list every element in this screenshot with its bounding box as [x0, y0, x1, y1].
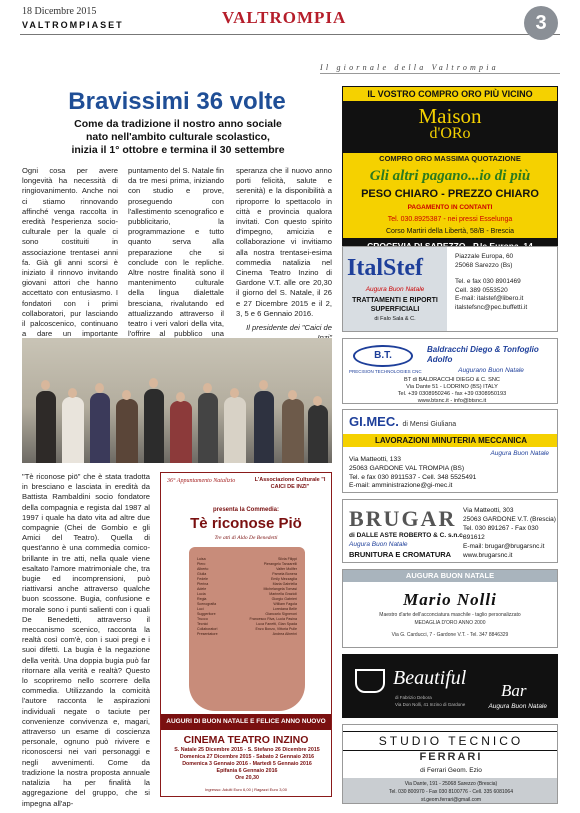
ad-contact [455, 253, 555, 312]
ad-contact-line: E-mail: italstef@libero.it [455, 295, 524, 302]
bar-logo: Bar [501, 681, 527, 700]
ad-award: MEDAGLIA D'ORO ANNO 2000 [414, 620, 486, 626]
subheadline-line: inizia il 1° ottobre e termina il 30 settembre [71, 144, 285, 156]
ad-slogan: Gli altri pagano...io di più [343, 165, 557, 187]
italstef-logo-box [343, 247, 447, 332]
ad-company-sub: di Falo Sala & C. [374, 316, 416, 322]
ad-greeting-band: AUGURA BUON NATALE [343, 570, 557, 582]
ad-contact-line: E-mail: amministrazione@gi-mec.it [349, 482, 453, 490]
ferrari-logo: FERRARI [419, 751, 483, 763]
photo-figure-head [41, 380, 50, 390]
ad-contact-line: E-mail: brugar@brugarsnc.it [463, 543, 545, 550]
theatre-group-photo [22, 338, 332, 463]
ad-contact-line: italstefsnc@pec.buffetti.it [455, 303, 528, 311]
poster-author: Tre atti di Aldo De Benedetti [214, 535, 278, 541]
page-number-badge: 3 [524, 6, 558, 40]
cast-actor: Marinella Grazioli [269, 592, 297, 596]
studio-heading: STUDIO TECNICO [343, 731, 558, 751]
cast-actor: Valter Mollfer [276, 567, 297, 571]
ad-studio-ferrari [342, 724, 558, 804]
poster-venue: CINEMA TEATRO INZINO [183, 734, 309, 746]
cast-role: Alberto [197, 567, 209, 571]
ad-contact [349, 456, 553, 491]
cast-actor: Maria Gabriella [272, 582, 297, 586]
photo-figure [90, 393, 110, 463]
ad-phone: Tel. 030.8925387 - nei pressi Esselunga [343, 214, 557, 226]
maison-doro-logo [343, 101, 557, 153]
article-column-3 [236, 166, 332, 358]
poster-ticket-prices: Ingresso: Adulti Euro 6,00 | Ragazzi Euro 3,00 [205, 787, 287, 792]
ad-greeting: Augura Buon Natale [349, 541, 408, 548]
ad-address: Corso Martiri della Libertà, 58/B - Brescia [343, 226, 557, 238]
ad-greeting: Augura Buon Natale [488, 703, 547, 710]
cast-actor: Emily Mezzaglia [271, 577, 297, 581]
poster-date-line: S. Natale 25 Dicembre 2015 - S. Stefano 26 Dicembre 2015 [174, 747, 320, 753]
cast-role: Adele [197, 587, 207, 591]
photo-figure-head [313, 396, 322, 406]
cast-role: Pierina [197, 582, 209, 586]
poster-presents: presenta la Commedia: [212, 507, 280, 513]
poster-dates [163, 747, 331, 782]
cast-actor: Silvia Filippi [278, 557, 297, 561]
ad-contact-line: 25063 GARDONE V.T. (Brescia) [463, 516, 556, 523]
poster-play-title: Tè riconose Piö [190, 515, 302, 532]
cast-actor: Andrea Alberini [272, 632, 297, 636]
ad-contact-line: www.btsnc.it - info@btsnc.it [417, 398, 487, 404]
ad-italstef [342, 246, 558, 332]
cast-role: Luisa [197, 557, 206, 561]
cast-actor: Michelangela Tomasi [263, 587, 297, 591]
cast-role: Regia [197, 597, 207, 601]
ad-contact-line: Tel. 030 800970 - Fax 030 8100776 - Cell. 335 6081064 [389, 789, 513, 795]
article [22, 80, 332, 808]
ad-cash-line: PAGAMENTO IN CONTANTI [343, 202, 557, 214]
photo-figure-head [149, 378, 158, 388]
ad-address: Via Don Nolli, 41 Inzino di Gardone [395, 702, 466, 707]
article-column-lower: "Tè riconose piö" che è stata tradotta in bresciano e lasciata in eredità da Battista Rambaldini socio fondatore della compagnia e regista dal 1987 al 1997 i quale ha dato vita ad altre due compagnie (Chei de Gombio e gli Amici del Teatro). Quella di quest'anno è una commedia comico-brillante in tre atti, nella quale viene esaltato l'amore matrimoniale che, tra bugie ed incomprensioni, può riattivarsi anche attraverso qualche buon scossone. Bugia, confusione e morale sono i punti salienti con i quali De Benedetti, attraverso il meccanismo scenico, racconta la realtà così com'è, con i suoi pregi e i suoi difetti. La bugia è la negazione della verità. Una doppia bugia può far ritornare alla verità e realtà? Questo lo scopriremo nello scorrere della commedia. Utilizzando la comicità l'autore racconta le aspirazioni individuali negate o taciute per convenienze convivenza e, magari, attraverso un esame di coscienza personale, ognuno può rivivere e riconoscersi nei vari personaggi e negli avvenimenti. Come da tradizione la nostra proposta annuale natalizia ha per finalità la aggregazione del gruppo, che si impegna all'ap- [22, 472, 150, 808]
article-column-1: Ogni cosa per avere longevità ha necessità di ringiovanimento. Anche noi ci stiamo rinnovando affinché venga raccolta in eredità l'esperienza socio-culturale per la quale ci sono costituiti in associazione trentasei anni fa. Già gli anni scorsi è iniziato il rinnovo invitando giovani attori che hanno accettato con entusiasmo. I fondatori con i primi collaboratori, pur lasciando il palcoscenico, continuano a dare un importante [22, 166, 118, 339]
cast-actor: Francesco Riva, Lucia Pasina [249, 617, 297, 621]
photo-figure-head [176, 392, 185, 402]
ad-maison-doro [342, 86, 558, 269]
poster-association: L'Associazione Culturale "I CAICI DE INZI" [254, 477, 326, 490]
ad-contact-line: Via Dante 51 - LODRINO (BS) ITALY [406, 384, 498, 390]
article-column-2: puntamento del S. Natale fin da tre mesi prima, iniziando con studio e prove, proseguendo con l'allestimento scenografico e pubblicitario, la programmazione e tutto quanto serva alla preparazione che si conclude con le repliche. Altre nostre finalità sono il mantenimento culturale della lingua dialettale bresciana, rivalutando ed attualizzando attraverso il teatro i veri valori della vita, l'offrire al pubblico una [128, 166, 224, 339]
ferrari-owner: di Ferrari Geom. Ezio [420, 767, 482, 774]
photo-figure [62, 397, 84, 463]
cast-actor: Enzo Bonzo, Vittoria Pulle [255, 627, 297, 631]
ad-service: BRUNITURA E CROMATURA [349, 550, 452, 559]
photo-figure-head [122, 390, 131, 400]
cast-role: Collaboratori [197, 627, 218, 631]
ad-contact [349, 377, 555, 404]
photo-figure [36, 391, 56, 463]
subheadline-line: Come da tradizione il nostro anno sociale [74, 118, 282, 130]
cast-role: Luci [197, 607, 204, 611]
ad-brugar [342, 499, 558, 563]
ad-beautiful-bar [342, 654, 558, 718]
photo-figure-head [259, 380, 268, 390]
poster-date-line: Epifania 6 Gennaio 2016 [216, 768, 278, 774]
ad-contact-line: Tel. +39 0308950246 - fax +39 0308950193 [397, 391, 507, 397]
mario-nolli-logo: Mario Nolli [403, 590, 497, 609]
cast-role: Tecnici [197, 622, 208, 626]
photo-figure [308, 405, 328, 463]
ad-mario-nolli [342, 569, 558, 648]
beautiful-logo: Beautiful [393, 667, 467, 689]
logo-line: Maison [418, 104, 482, 128]
ad-contact-line: st.geom.ferrari@gmail.com [420, 797, 482, 803]
cast-actor: Luca Fanetti, Gian Spada [256, 622, 297, 626]
poster-date-line: Domenica 3 Gennaio 2016 - Martedì 5 Gennaio 2016 [182, 761, 312, 767]
ad-greeting: Augurano Buon Natale [458, 367, 524, 374]
photo-figure [224, 397, 246, 463]
cast-actor: Giancarlo Signeroni [265, 612, 297, 616]
ad-owner: di Fabrizio Debora [395, 695, 432, 700]
ad-contact-line: Via Matteotti, 303 [463, 507, 514, 514]
photo-figure-head [95, 383, 104, 393]
cast-role: Fedele [197, 577, 208, 581]
cast-role: Lucia [197, 592, 206, 596]
poster-date-line: Domenica 27 Dicembre 2015 - Sabato 2 Gennaio 2016 [179, 754, 315, 760]
play-poster [160, 472, 332, 797]
cast-actor: Giorgio Gabrieri [271, 597, 297, 601]
cast-role: Trucco [197, 617, 208, 621]
article-headline: Bravissimi 36 volte [68, 88, 286, 115]
photo-figure [170, 401, 192, 463]
photo-figure-head [230, 388, 239, 398]
photo-figure [198, 393, 218, 463]
cast-actor: Pierangelo Tanzarelli [263, 562, 297, 566]
photo-figure [144, 389, 164, 463]
ad-contact-line: Tel. e fax 030 8911537 - Cell. 348 5525491 [349, 473, 477, 481]
cast-role: Scenografia [197, 602, 217, 606]
subheadline-line: nato nell'ambito culturale scolastico, [86, 131, 270, 143]
ad-bt-precision [342, 338, 558, 404]
ad-contact [343, 778, 558, 804]
gimec-logo: GI.MEC. [349, 414, 399, 429]
poster-header [161, 473, 331, 507]
issue-date: 18 Dicembre 2015 [22, 6, 97, 17]
ad-gimec [342, 409, 558, 493]
cast-role: Giulia [197, 572, 207, 576]
article-column-3-text: speranza che il nuovo anno porti felicità, salute e serenità) e la disponibilità a riproporre lo spettacolo in città e provincia qualora invitati. Con questo spirito d'impegno, amicizia e collaborazione vi invitiamo alla nostra trentasei-esima commedia natalizia nel Cinema Teatro Inzino di Gardone V.T. alle ore 20,30 il giorno del S. Natale, il 26 e 27 Dicembre 2015 e il 2, 3, 5 e 6 Gennaio 2016. [236, 166, 332, 318]
ad-contact-line: Tel. e fax 030 8901469 [455, 278, 521, 285]
ad-greeting: Augura Buon Natale [365, 286, 425, 293]
ad-contact-line: 25068 Sarezzo (Bs) [455, 261, 513, 269]
ad-service: LAVORAZIONI MINUTERIA MECCANICA [343, 434, 558, 447]
logo-line: d'ORo [429, 125, 471, 142]
ad-greeting: Augura Buon Natale [490, 450, 549, 457]
photo-figure [282, 399, 304, 463]
page-header [0, 0, 580, 76]
gimec-title [349, 414, 456, 429]
italstef-logo: ItalStef [347, 255, 423, 281]
newspaper-title: VALTROMPIA [222, 8, 347, 27]
ad-service-text: TRATTAMENTI E RIPORTI SUPERFICIALI [352, 297, 438, 313]
ad-contact-line: Cell. 389 0553520 [455, 286, 508, 294]
cast-actor: Loredana Bellè [272, 607, 297, 611]
ad-contact-line: Piazzale Europa, 60 [455, 253, 514, 260]
ad-contact-line: www.brugarsnc.it [463, 552, 513, 559]
ad-contact-line: Via G. Carducci, 7 - Gardone V.T. - Tel. 347 8846329 [391, 632, 509, 638]
poster-date-line: Ore 20,30 [235, 775, 259, 781]
brugar-company: di DALLE ASTE ROBERTO & C. s.n.c. [349, 532, 465, 539]
tagline-divider [320, 73, 560, 74]
gimec-owner: di Mensi Giuliana [402, 421, 457, 428]
poster-cast-list [197, 557, 297, 637]
ad-strip: IL VOSTRO COMPRO ORO PIÙ VICINO [343, 87, 557, 101]
article-subheadline [44, 118, 312, 157]
cast-role: Suggeritore [197, 612, 216, 616]
spacer [455, 270, 555, 278]
publisher-brand: VALTROMPIASET [22, 20, 124, 30]
bt-logo: B.T. [353, 345, 413, 367]
poster-appointment: 36° Appuntamento Natalizio [167, 478, 236, 484]
brugar-logo: BRUGAR [349, 506, 457, 531]
photo-figure-head [68, 388, 77, 398]
photo-figure-head [288, 390, 297, 400]
cast-actor: Pamela Bonera [272, 572, 297, 576]
coffee-cup-icon [355, 669, 385, 693]
cast-role: Piero [197, 562, 206, 566]
ad-contact-line: Via Dante, 191 - 25068 Sarezzo (Brescia) [404, 781, 498, 787]
ad-service [347, 296, 443, 324]
poster-greetings-band: AUGURI DI BUON NATALE E FELICE ANNO NUOVO [161, 714, 331, 730]
photo-figure [116, 399, 138, 463]
cast-row [197, 632, 297, 637]
bt-tagline: PRECISION TECHNOLOGIES CNC [349, 369, 422, 374]
newspaper-tagline: Il giornale della Valtrompia [320, 63, 499, 72]
header-divider [20, 34, 560, 35]
ad-description: Maestro d'arte dell'acconciatura maschile - taglio personalizzato [379, 612, 521, 618]
ad-price-line: PESO CHIARO - PREZZO CHIARO [343, 187, 557, 202]
ad-contact [463, 506, 557, 560]
photo-figure-head [203, 383, 212, 393]
photo-figure [254, 391, 274, 463]
ad-band: COMPRO ORO MASSIMA QUOTAZIONE [343, 153, 557, 165]
ad-contact-line: BT di BALDRACCHI DIEGO & C. SNC [404, 377, 500, 383]
ad-contact-line: 25063 GARDONE VAL TROMPIA (BS) [349, 464, 465, 472]
bt-owners: Baldracchi Diego & Tonfoglio Adolfo [427, 345, 539, 364]
cast-actor: William Fagola [273, 602, 297, 606]
cast-role: Presentatore [197, 632, 218, 636]
ad-contact-line: Tel. 030 891267 - Fax 030 891612 [463, 525, 539, 541]
signature-line: Il presidente dei "Caici de [246, 323, 332, 333]
ad-contact-line: Via Matteotti, 133 [349, 456, 401, 463]
